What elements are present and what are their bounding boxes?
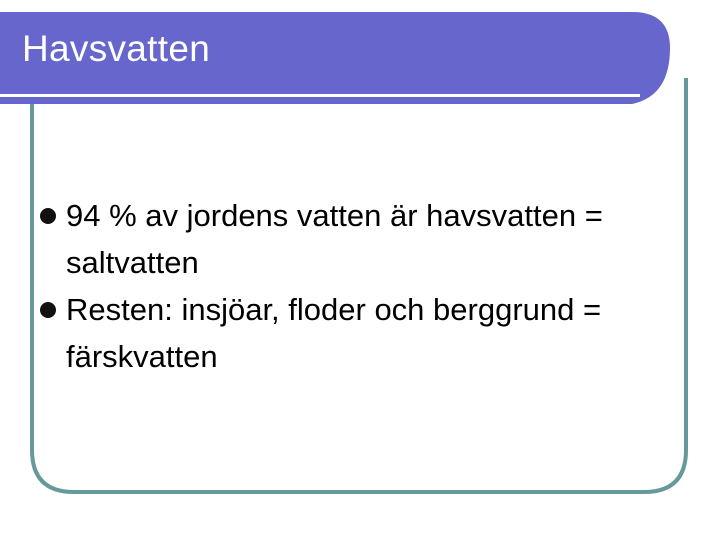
bullet-text: Resten: insjöar, floder och berggrund = färskvatten [66, 292, 602, 374]
bullet-item [38, 192, 698, 286]
bullet-text: 94 % av jordens vatten är havsvatten = saltvatten [66, 198, 603, 280]
bullet-list [38, 192, 698, 380]
slide-title: Havsvatten [22, 28, 211, 69]
bullet-dot-icon [40, 208, 56, 224]
bullet-dot-icon [40, 302, 56, 318]
title-underline [0, 94, 640, 97]
bullet-item [38, 286, 698, 380]
